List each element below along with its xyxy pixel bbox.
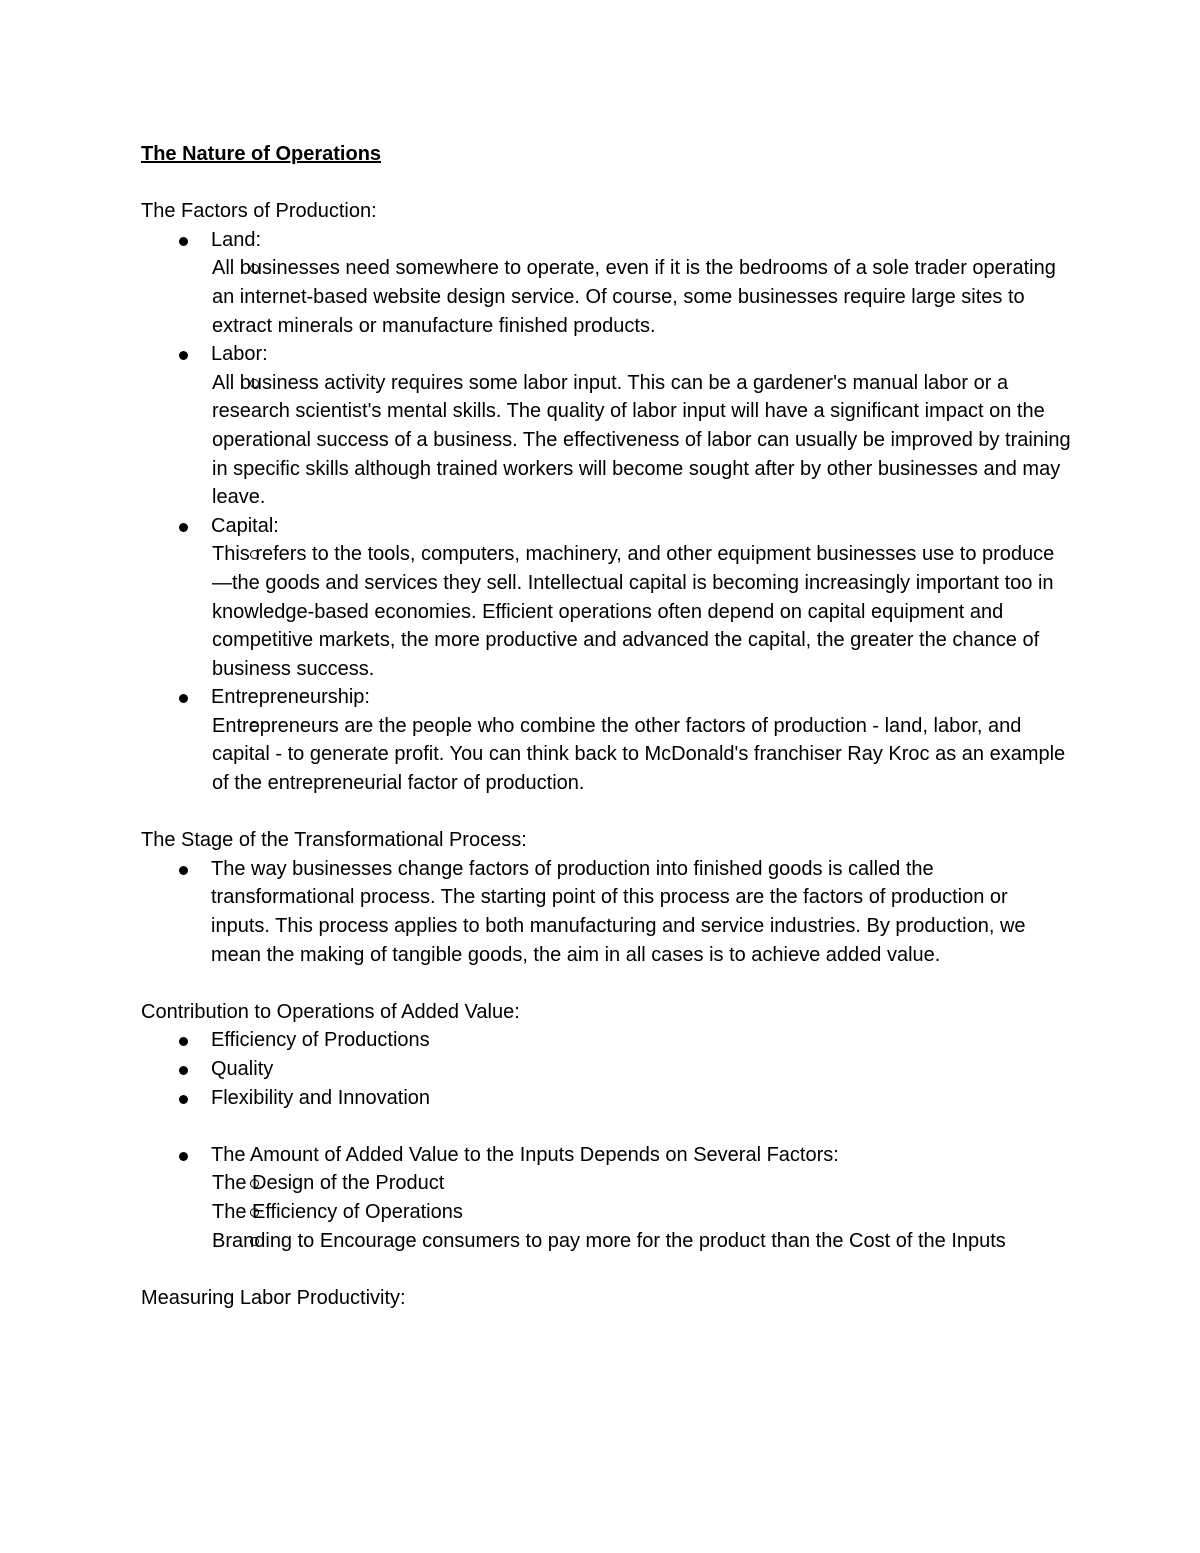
factor-detail-list (211, 712, 1071, 798)
bullet-dot-icon (179, 523, 188, 532)
bullet-dot-icon (179, 1037, 188, 1046)
amount-subitem (141, 1227, 1071, 1256)
document-title: The Nature of Operations (141, 143, 382, 165)
factor-item-land (141, 226, 1071, 340)
factor-detail-list (211, 540, 1071, 683)
bullet-dot-icon (179, 694, 188, 703)
amount-sublist (211, 1169, 1071, 1255)
contribution-list (141, 1026, 1071, 1112)
contribution-item-text: Efficiency of Productions (211, 1029, 430, 1052)
bullet-dot-icon (179, 351, 188, 360)
contribution-item-text: Quality (211, 1058, 274, 1080)
spacer (141, 798, 1071, 827)
bullet-circle-icon (250, 1237, 259, 1246)
factor-item-labor (141, 340, 1071, 512)
factor-detail-text: Entrepreneurs are the people who combine the other factors of production - land, labor, and capital - to generate profit. You can think back to McDonald's franchiser Ray Kroc as an example of the entrepreneurial factor of production. (212, 714, 1066, 795)
stage-heading: The Stage of the Transformational Process: (141, 829, 527, 852)
contribution-item (141, 1055, 1071, 1084)
bullet-circle-icon (250, 379, 259, 388)
bullet-circle-icon (250, 1208, 259, 1217)
document-page (141, 140, 1071, 1312)
factor-detail-list (211, 369, 1071, 512)
factors-list (141, 226, 1071, 798)
amount-item (141, 1141, 1071, 1255)
contribution-item (141, 1084, 1071, 1113)
factor-detail-text: This refers to the tools, computers, machinery, and other equipment businesses use to produce—the goods and services they sell. Intellectual capital is becoming increasingly important too in knowledge-based economies. Efficient operations often depend on capital equipment and competitive markets, the more productive and advanced the capital, the greater the chance of business success. (212, 543, 1055, 680)
contribution-heading: Contribution to Operations of Added Value: (141, 1000, 520, 1023)
factor-label: Capital: (211, 514, 279, 537)
factor-label: Entrepreneurship: (211, 686, 370, 709)
measuring-heading: Measuring Labor Productivity: (141, 1286, 406, 1309)
factor-detail (141, 540, 1071, 683)
factor-detail-list (211, 254, 1071, 340)
contribution-item (141, 1026, 1071, 1055)
bullet-dot-icon (179, 1066, 188, 1075)
factors-heading: The Factors of Production: (141, 200, 377, 223)
spacer (141, 169, 1071, 198)
amount-subitem-text: The Design of the Product (212, 1172, 445, 1195)
stage-item-text: The way businesses change factors of production into finished goods is called the transformational process. The starting point of this process are the factors of production or inputs. This process applies to both manufacturing and service industries. By production, we mean the making of tangible goods, the aim in all cases is to achieve added value. (211, 857, 1026, 966)
bullet-dot-icon (179, 866, 188, 875)
bullet-dot-icon (179, 237, 188, 246)
amount-label: The Amount of Added Value to the Inputs Depends on Several Factors: (211, 1143, 839, 1166)
stage-item (141, 855, 1071, 969)
factor-detail (141, 369, 1071, 512)
factor-detail-text: All business activity requires some labor input. This can be a gardener's manual labor or a research scientist's mental skills. The quality of labor input will have a significant impact on the operational success of a business. The effectiveness of labor can usually be improved by training in specific skills although trained workers will become sought after by other businesses and may leave. (212, 371, 1071, 509)
factor-item-entrepreneurship (141, 683, 1071, 797)
bullet-dot-icon (179, 1152, 188, 1161)
amount-subitem-text: The Efficiency of Operations (212, 1200, 463, 1223)
factor-label: Labor: (211, 343, 268, 366)
factor-item-capital (141, 512, 1071, 684)
factor-detail (141, 712, 1071, 798)
bullet-circle-icon (250, 722, 259, 731)
contribution-item-text: Flexibility and Innovation (211, 1086, 431, 1109)
factor-detail-text: All businesses need somewhere to operate, even if it is the bedrooms of a sole trader operating an internet-based website design service. Of course, some businesses require large sites to extract minerals or manufacture finished products. (212, 257, 1056, 337)
amount-subitem-text: Branding to Encourage consumers to pay more for the product than the Cost of the Inputs (212, 1229, 1006, 1252)
amount-list (141, 1141, 1071, 1255)
factor-detail (141, 254, 1071, 340)
amount-subitem (141, 1198, 1071, 1227)
stage-list (141, 855, 1071, 969)
bullet-dot-icon (179, 1095, 188, 1104)
amount-subitem (141, 1169, 1071, 1198)
spacer (141, 1255, 1071, 1284)
spacer (141, 969, 1071, 998)
spacer (141, 1112, 1071, 1141)
factor-label: Land: (211, 228, 262, 251)
